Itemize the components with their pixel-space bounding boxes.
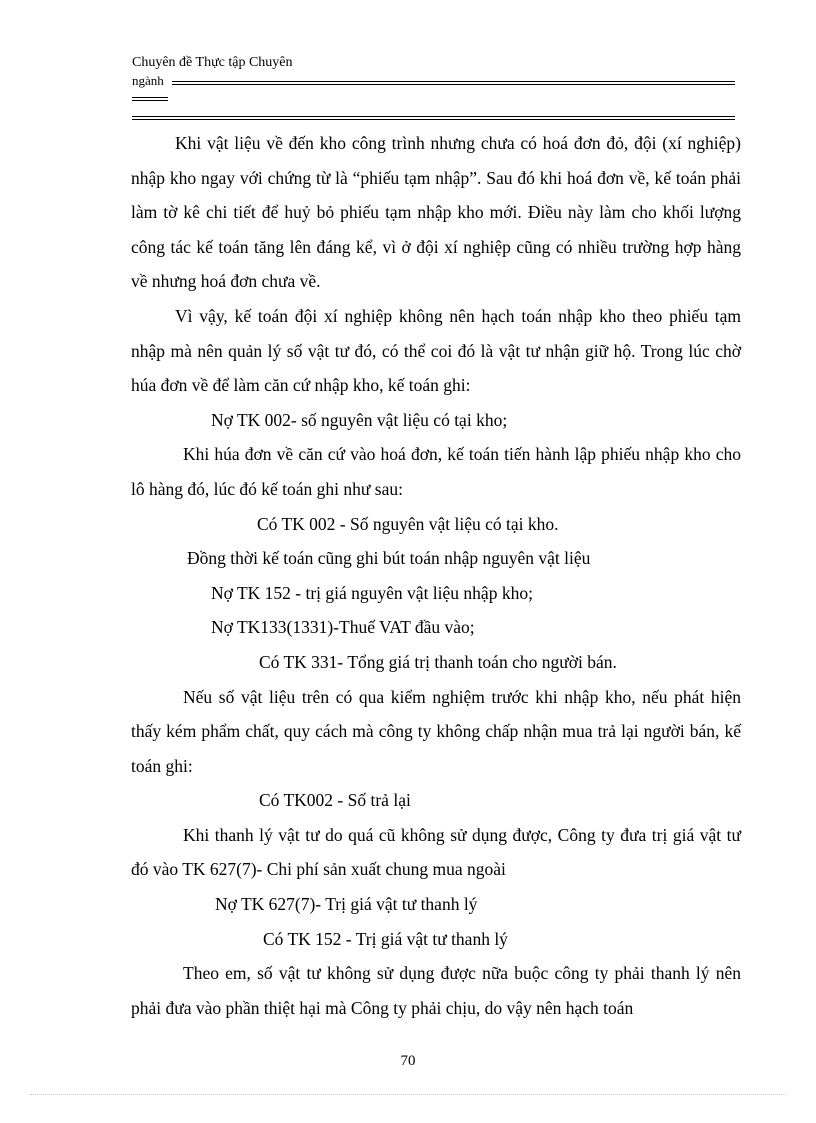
- body-paragraph: Khi húa đơn về căn cứ vào hoá đơn, kế toán tiến hành lập phiếu nhập kho cho lô hàng đó, lúc đó kế toán ghi như sau:: [131, 444, 741, 499]
- accounting-entry: Nợ TK133(1331)-Thuế VAT đầu vào;: [211, 617, 475, 638]
- accounting-entry: Có TK002 - Số trả lại: [259, 790, 411, 811]
- body-paragraph: Vì vậy, kế toán đội xí nghiệp không nên hạch toán nhập kho theo phiếu tạm nhập mà nên quản lý số vật tư đó, có thể coi đó là vật tư nhận giữ hộ. Trong lúc chờ húa đơn về để làm căn cứ nhập kho, kế toán ghi:: [131, 305, 741, 396]
- accounting-entry: Nợ TK 627(7)- Trị giá vật tư thanh lý: [215, 894, 478, 915]
- header-title-continued: ngành: [132, 73, 164, 88]
- page-number: 70: [400, 1053, 416, 1069]
- accounting-entry: Có TK 002 - Số nguyên vật liệu có tại kho.: [257, 513, 559, 534]
- header-rule: [172, 81, 735, 82]
- page-body: [131, 126, 741, 1025]
- body-paragraph: Nếu số vật liệu trên có qua kiểm nghiệm trước khi nhập kho, nếu phát hiện thấy kém phẩm chất, quy cách mà công ty không chấp nhận mua trả lại người bán, kế toán ghi:: [131, 686, 741, 776]
- header-rule: [132, 100, 168, 101]
- accounting-entry: Có TK 152 - Trị giá vật tư thanh lý: [263, 928, 508, 949]
- header-rule: [132, 97, 168, 98]
- accounting-entry: Nợ TK 152 - trị giá nguyên vật liệu nhập kho;: [211, 582, 533, 603]
- body-paragraph: Khi vật liệu về đến kho công trình nhưng chưa có hoá đơn đỏ, đội (xí nghiệp) nhập kho ngay với chứng từ là “phiếu tạm nhập”. Sau đó khi hoá đơn về, kế toán phải làm tờ kê chi tiết để huỷ bỏ phiếu tạm nhập kho mới. Điều này làm cho khối lượng công tác kế toán tăng lên đáng kể, vì ở đội xí nghiệp cũng có nhiều trường hợp hàng về nhưng hoá đơn chưa về.: [131, 133, 741, 292]
- footer-divider: [30, 1094, 786, 1095]
- header-divider: [132, 116, 735, 117]
- header-title: Chuyên đề Thực tập Chuyên: [132, 55, 293, 70]
- accounting-entry: Có TK 331- Tổng giá trị thanh toán cho người bán.: [259, 651, 617, 672]
- header-rule: [172, 84, 735, 85]
- body-paragraph: Đồng thời kế toán cũng ghi bút toán nhập nguyên vật liệu: [187, 548, 591, 569]
- body-paragraph: Khi thanh lý vật tư do quá cũ không sử dụng được, Công ty đưa trị giá vật tư đó vào TK 627(7)- Chi phí sản xuất chung mua ngoài: [131, 824, 741, 880]
- accounting-entry: Nợ TK 002- số nguyên vật liệu có tại kho;: [211, 409, 508, 430]
- body-paragraph: Theo em, số vật tư không sử dụng được nữa buộc công ty phải thanh lý nên phải đưa vào phần thiệt hại mà Công ty phải chịu, do vậy nên hạch toán: [131, 963, 741, 1018]
- header-divider: [132, 119, 735, 120]
